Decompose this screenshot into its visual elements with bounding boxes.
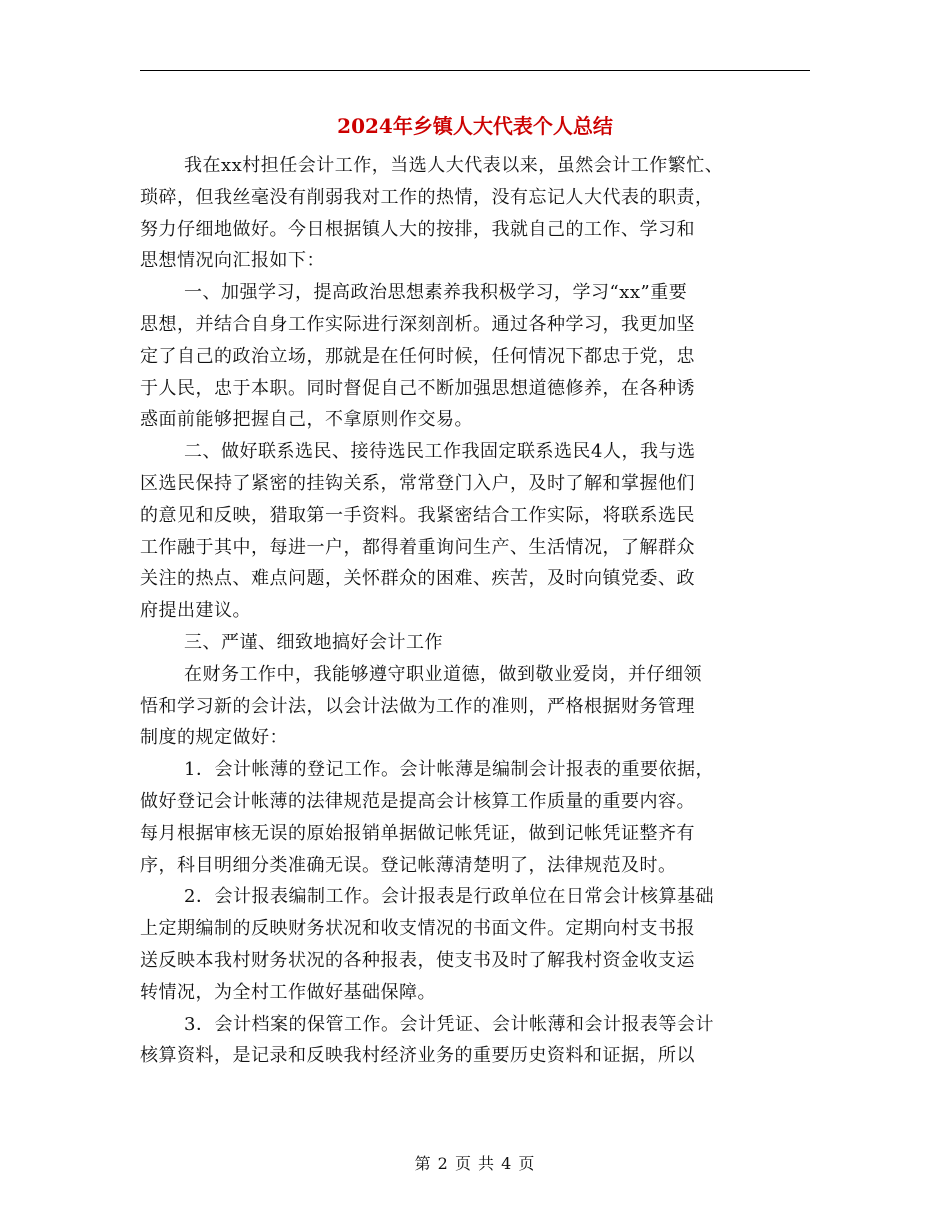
body-line: 的意见和反映，猎取第一手资料。我紧密结合工作实际，将联系选民 <box>140 504 695 526</box>
header-rule <box>140 70 810 71</box>
document-body <box>140 150 820 1072</box>
body-line: 核算资料，是记录和反映我村经济业务的重要历史资料和证据，所以 <box>140 1045 695 1067</box>
document-title: 2024年乡镇人大代表个人总结 <box>337 114 613 138</box>
body-line: 转情况，为全村工作做好基础保障。 <box>140 981 436 1003</box>
body-line: 关注的热点、难点问题，关怀群众的困难、疾苦，及时向镇党委、政 <box>140 568 695 590</box>
section-heading-line: 一、加强学习，提高政治思想素养我积极学习，学习“xx”重要 <box>184 282 688 304</box>
section-heading-line: 三、严谨、细致地搞好会计工作 <box>184 631 443 653</box>
numbered-item-line: 3．会计档案的保管工作。会计凭证、会计帐薄和会计报表等会计 <box>184 1013 714 1035</box>
body-line: 每月根据审核无误的原始报销单据做记帐凭证，做到记帐凭证整齐有 <box>140 822 695 844</box>
body-line: 在财务工作中，我能够遵守职业道德，做到敬业爱岗，并仔细领 <box>184 663 702 685</box>
numbered-item-line: 2．会计报表编制工作。会计报表是行政单位在日常会计核算基础 <box>184 886 714 908</box>
numbered-item-line: 1．会计帐薄的登记工作。会计帐薄是编制会计报表的重要依据， <box>184 759 714 781</box>
body-line: 工作融于其中，每进一户，都得着重询问生产、生活情况，了解群众 <box>140 536 695 558</box>
body-line: 于人民，忠于本职。同时督促自己不断加强思想道德修养，在各种诱 <box>140 377 695 399</box>
page-number-footer: 第 2 页 共 4 页 <box>414 1154 536 1173</box>
body-line: 努力仔细地做好。今日根据镇人大的按排，我就自己的工作、学习和 <box>140 218 695 240</box>
body-line: 上定期编制的反映财务状况和收支情况的书面文件。定期向村支书报 <box>140 918 695 940</box>
body-line: 思想，并结合自身工作实际进行深刻剖析。通过各种学习，我更加坚 <box>140 313 695 335</box>
body-line: 我在xx村担任会计工作，当选人大代表以来，虽然会计工作繁忙、 <box>184 155 724 176</box>
body-line: 做好登记会计帐薄的法律规范是提高会计核算工作质量的重要内容。 <box>140 790 695 812</box>
body-line: 制度的规定做好： <box>140 727 288 749</box>
body-line: 府提出建议。 <box>140 600 251 622</box>
body-line: 琐碎，但我丝毫没有削弱我对工作的热情，没有忘记人大代表的职责， <box>140 186 714 208</box>
section-heading-line: 二、做好联系选民、接待选民工作我固定联系选民4人，我与选 <box>184 441 696 463</box>
body-line: 序，科目明细分类准确无误。登记帐薄清楚明了，法律规范及时。 <box>140 854 677 876</box>
body-line: 悟和学习新的会计法，以会计法做为工作的准则，严格根据财务管理 <box>140 695 695 717</box>
body-line: 惑面前能够把握自己，不拿原则作交易。 <box>140 409 473 431</box>
body-line: 思想情况向汇报如下： <box>140 250 325 272</box>
body-line: 定了自己的政治立场，那就是在任何时候，任何情况下都忠于党，忠 <box>140 345 695 367</box>
body-line: 区选民保持了紧密的挂钩关系，常常登门入户，及时了解和掌握他们 <box>140 472 695 494</box>
body-line: 送反映本我村财务状况的各种报表，使支书及时了解我村资金收支运 <box>140 949 695 971</box>
